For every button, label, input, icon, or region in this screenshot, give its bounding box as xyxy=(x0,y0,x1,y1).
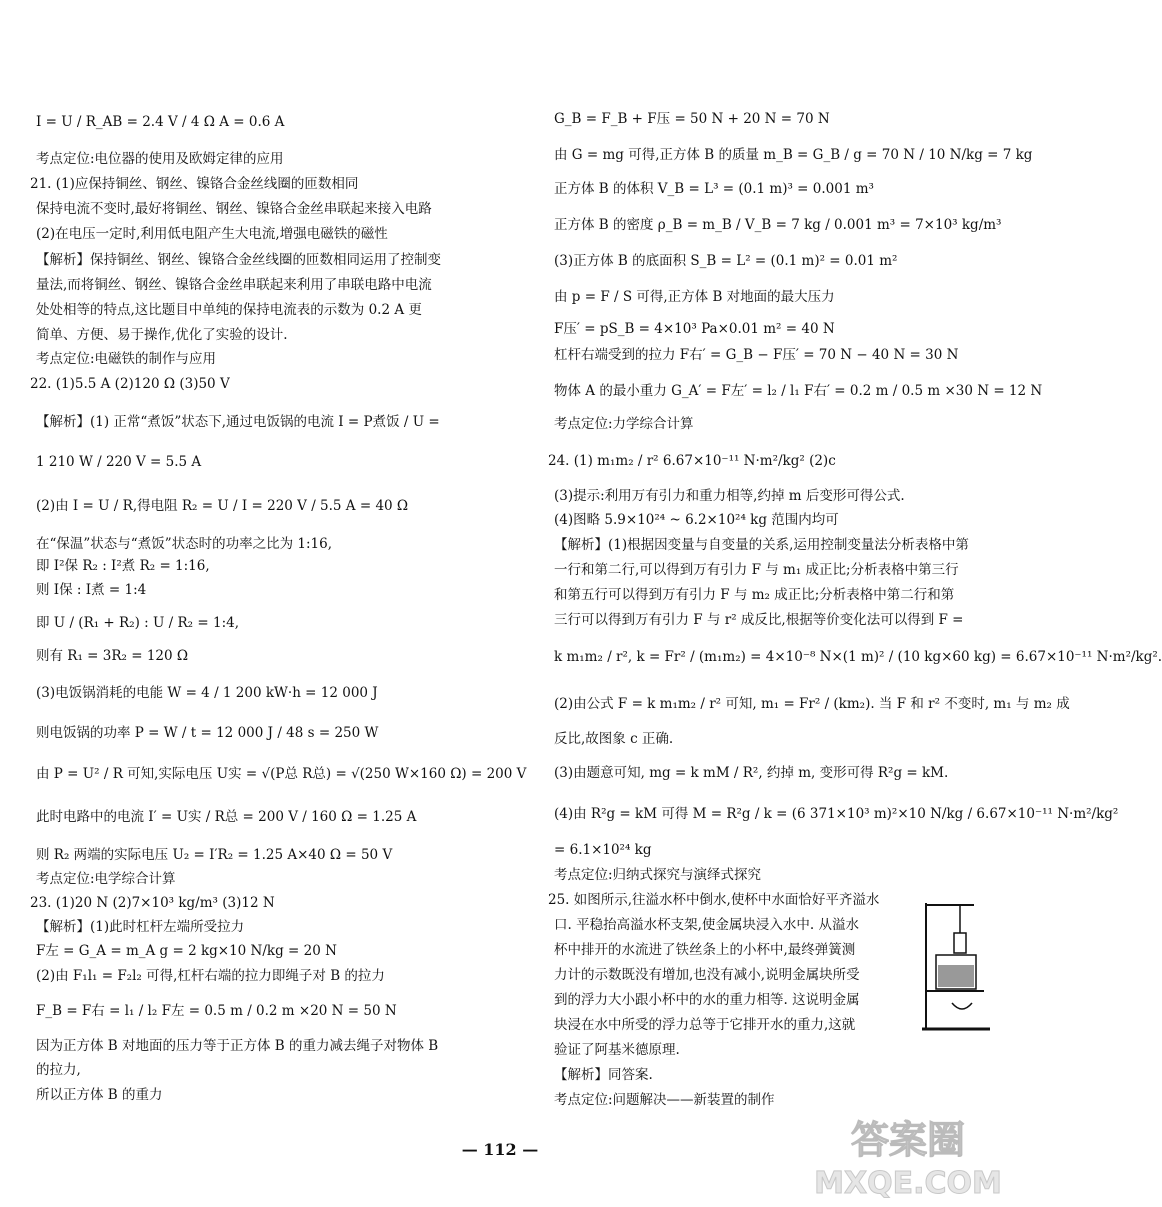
text-line: 杯中排开的水流进了铁丝条上的小杯中,最终弹簧测 xyxy=(554,942,856,958)
text-line: 正方体 B 的体积 V_B = L³ = (0.1 m)³ = 0.001 m³ xyxy=(554,181,874,197)
text-line: 【解析】(1)此时杠杆左端所受拉力 xyxy=(36,919,245,935)
text-line: 考点定位:问题解决——新装置的制作 xyxy=(554,1092,775,1108)
watermark-logo xyxy=(814,1108,1002,1203)
text-line: 由 P = U² / R 可知,实际电压 U实 = √(P总 R总) = √(250 W×160 Ω) = 200 V xyxy=(36,766,527,782)
text-line: 考点定位:电学综合计算 xyxy=(36,871,176,887)
text-line: k m₁m₂ / r², k = Fr² / (m₁m₂) = 4×10⁻⁸ N×(1 m)² / (10 kg×60 kg) = 6.67×10⁻¹¹ N·m²/kg². xyxy=(554,649,1162,665)
text-line: 21. (1)应保持铜丝、钢丝、镍铬合金丝线圈的匝数相同 xyxy=(30,176,359,192)
text-line: 口. 平稳抬高溢水杯支架,使金属块浸入水中. 从溢水 xyxy=(554,917,859,933)
text-line: 考点定位:力学综合计算 xyxy=(554,416,694,432)
text-line: (3)电饭锅消耗的电能 W = 4 / 1 200 kW·h = 12 000 J xyxy=(36,685,378,701)
text-line: F压′ = pS_B = 4×10³ Pa×0.01 m² = 40 N xyxy=(554,321,835,337)
text-line: 物体 A 的最小重力 G_A′ = F左′ = l₂ / l₁ F右′ = 0.2 m / 0.5 m ×30 N = 12 N xyxy=(554,383,1043,399)
text-line: 因为正方体 B 对地面的压力等于正方体 B 的重力减去绳子对物体 B xyxy=(36,1038,439,1054)
text-line: 【解析】(1) 正常“煮饭”状态下,通过电饭锅的电流 I = P煮饭 / U = xyxy=(36,414,440,430)
text-line: 考点定位:电磁铁的制作与应用 xyxy=(36,351,217,367)
text-line: (4)图略 5.9×10²⁴ ~ 6.2×10²⁴ kg 范围内均可 xyxy=(554,512,839,528)
text-line: (2)由公式 F = k m₁m₂ / r² 可知, m₁ = Fr² / (km₂). 当 F 和 r² 不变时, m₁ 与 m₂ 成 xyxy=(554,696,1070,712)
text-line: 【解析】(1)根据因变量与自变量的关系,运用控制变量法分析表格中第 xyxy=(554,537,969,553)
text-line: 则电饭锅的功率 P = W / t = 12 000 J / 48 s = 250 W xyxy=(36,725,379,741)
text-line: 的拉力, xyxy=(36,1062,81,1078)
text-line: 即 U / (R₁ + R₂) : U / R₂ = 1:4, xyxy=(36,615,240,631)
text-line: 到的浮力大小跟小杯中的水的重力相等. 这说明金属 xyxy=(554,992,860,1008)
text-line: 由 p = F / S 可得,正方体 B 对地面的最大压力 xyxy=(554,289,835,305)
text-line: 反比,故图象 c 正确. xyxy=(554,731,674,747)
text-line: 力计的示数既没有增加,也没有减小,说明金属块所受 xyxy=(554,967,860,983)
text-line: 保持电流不变时,最好将铜丝、钢丝、镍铬合金丝串联起来接入电路 xyxy=(36,201,432,217)
svg-text:答案圈: 答案圈 xyxy=(850,1118,966,1162)
text-line: (3)提示:利用万有引力和重力相等,约掉 m 后变形可得公式. xyxy=(554,488,905,504)
text-line: F左 = G_A = m_A g = 2 kg×10 N/kg = 20 N xyxy=(36,943,337,959)
text-line: 简单、方便、易于操作,优化了实验的设计. xyxy=(36,327,288,343)
text-line: (3)正方体 B 的底面积 S_B = L² = (0.1 m)² = 0.01 m² xyxy=(554,253,898,269)
text-line: 则 R₂ 两端的实际电压 U₂ = I′R₂ = 1.25 A×40 Ω = 50 V xyxy=(36,847,393,863)
overflow-cup-apparatus-figure xyxy=(912,893,994,1033)
text-line: 所以正方体 B 的重力 xyxy=(36,1087,163,1103)
text-line: (2)由 F₁l₁ = F₂l₂ 可得,杠杆右端的拉力即绳子对 B 的拉力 xyxy=(36,968,385,984)
text-line: 量法,而将铜丝、钢丝、镍铬合金丝串联起来利用了串联电路中电流 xyxy=(36,277,432,293)
text-line: (4)由 R²g = kM 可得 M = R²g / k = (6 371×10³ m)²×10 N/kg / 6.67×10⁻¹¹ N·m²/kg² xyxy=(554,806,1119,822)
text-line: 考点定位:归纳式探究与演绎式探究 xyxy=(554,867,762,883)
text-line: 验证了阿基米德原理. xyxy=(554,1042,680,1058)
text-line: 此时电路中的电流 I′ = U实 / R总 = 200 V / 160 Ω = 1.25 A xyxy=(36,809,417,825)
text-line: 则有 R₁ = 3R₂ = 120 Ω xyxy=(36,648,189,664)
text-line: (3)由题意可知, mg = k mM / R², 约掉 m, 变形可得 R²g = kM. xyxy=(554,765,949,781)
text-line: 块浸在水中所受的浮力总等于它排开水的重力,这就 xyxy=(554,1017,856,1033)
text-line: 即 I²保 R₂ : I²煮 R₂ = 1:16, xyxy=(36,558,210,574)
text-line: 处处相等的特点,这比题目中单纯的保持电流表的示数为 0.2 A 更 xyxy=(36,302,422,318)
text-line: 则 I保 : I煮 = 1:4 xyxy=(36,582,147,598)
text-line: 正方体 B 的密度 ρ_B = m_B / V_B = 7 kg / 0.001 m³ = 7×10³ kg/m³ xyxy=(554,217,1002,233)
text-line: = 6.1×10²⁴ kg xyxy=(554,842,652,858)
page-number: — 112 — xyxy=(461,1140,539,1159)
text-line: (2)在电压一定时,利用低电阻产生大电流,增强电磁铁的磁性 xyxy=(36,226,388,242)
text-line: 三行可以得到万有引力 F 与 r² 成反比,根据等价变化法可以得到 F = xyxy=(554,612,964,628)
text-line: I = U / R_AB = 2.4 V / 4 Ω A = 0.6 A xyxy=(36,114,285,130)
text-line: 【解析】保持铜丝、钢丝、镍铬合金丝线圈的匝数相同运用了控制变 xyxy=(36,252,441,268)
text-line: G_B = F_B + F压 = 50 N + 20 N = 70 N xyxy=(554,111,830,127)
text-line: 24. (1) m₁m₂ / r² 6.67×10⁻¹¹ N·m²/kg² (2)c xyxy=(548,453,836,469)
svg-text:MXQE.COM: MXQE.COM xyxy=(814,1166,1002,1201)
text-line: 由 G = mg 可得,正方体 B 的质量 m_B = G_B / g = 70 N / 10 N/kg = 7 kg xyxy=(554,147,1033,163)
text-line: 25. 如图所示,往溢水杯中倒水,使杯中水面恰好平齐溢水 xyxy=(548,892,880,908)
text-line: 和第五行可以得到万有引力 F 与 m₂ 成正比;分析表格中第二行和第 xyxy=(554,587,955,603)
text-line: 考点定位:电位器的使用及欧姆定律的应用 xyxy=(36,151,284,167)
text-line: 一行和第二行,可以得到万有引力 F 与 m₁ 成正比;分析表格中第三行 xyxy=(554,562,959,578)
text-line: (2)由 I = U / R,得电阻 R₂ = U / I = 220 V / 5.5 A = 40 Ω xyxy=(36,498,409,514)
text-line: 杠杆右端受到的拉力 F右′ = G_B − F压′ = 70 N − 40 N = 30 N xyxy=(554,347,959,363)
text-line: 23. (1)20 N (2)7×10³ kg/m³ (3)12 N xyxy=(30,895,275,911)
text-line: 【解析】同答案. xyxy=(554,1067,653,1083)
text-line: 在“保温”状态与“煮饭”状态时的功率之比为 1:16, xyxy=(36,536,333,552)
text-line: 1 210 W / 220 V = 5.5 A xyxy=(36,454,202,470)
text-line: 22. (1)5.5 A (2)120 Ω (3)50 V xyxy=(30,376,230,392)
text-line: F_B = F右 = l₁ / l₂ F左 = 0.5 m / 0.2 m ×20 N = 50 N xyxy=(36,1003,397,1019)
